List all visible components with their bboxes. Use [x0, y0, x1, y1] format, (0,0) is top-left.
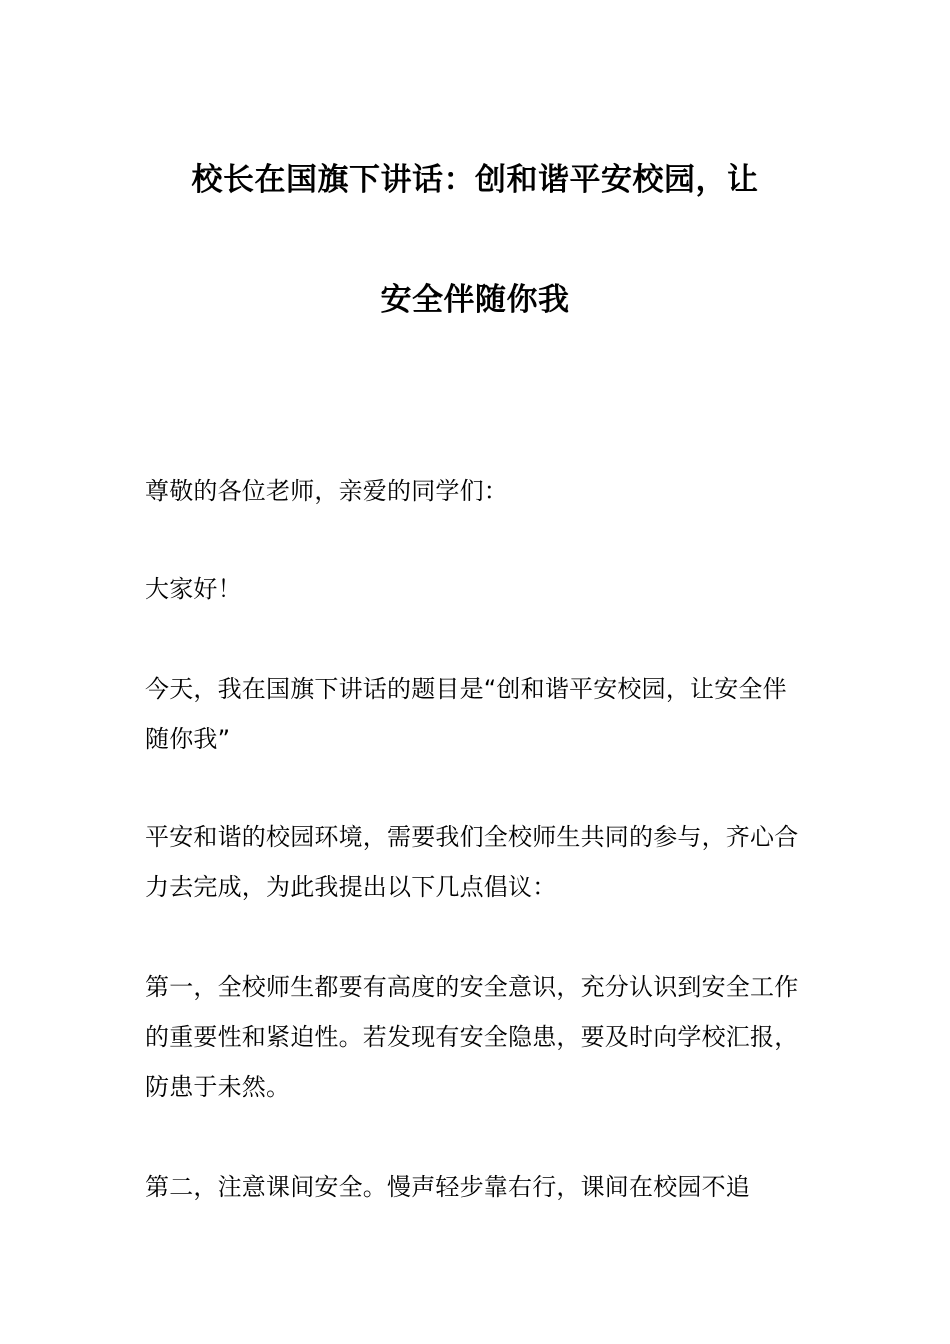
- greeting-paragraph: 大家好！: [145, 575, 242, 603]
- first-proposal-paragraph: 第一，全校师生都要有高度的安全意识，充分认识到安全工作的重要性和紧迫性。若发现有安全隐患，要及时向学校汇报，防患于未然。: [145, 973, 799, 1101]
- topic-paragraph: 今天，我在国旗下讲话的题目是“创和谐平安校园，让安全伴随你我”: [145, 675, 787, 753]
- salutation-paragraph: 尊敬的各位老师，亲爱的同学们：: [145, 477, 508, 505]
- document-title-line-1: 校长在国旗下讲话：创和谐平安校园，让: [191, 162, 759, 198]
- proposal-intro-paragraph: 平安和谐的校园环境，需要我们全校师生共同的参与，齐心合力去完成，为此我提出以下几点倡议：: [145, 823, 799, 901]
- second-proposal-paragraph: 第二，注意课间安全。慢声轻步靠右行，课间在校园不追: [145, 1173, 750, 1201]
- document-title-line-2: 安全伴随你我: [380, 282, 570, 318]
